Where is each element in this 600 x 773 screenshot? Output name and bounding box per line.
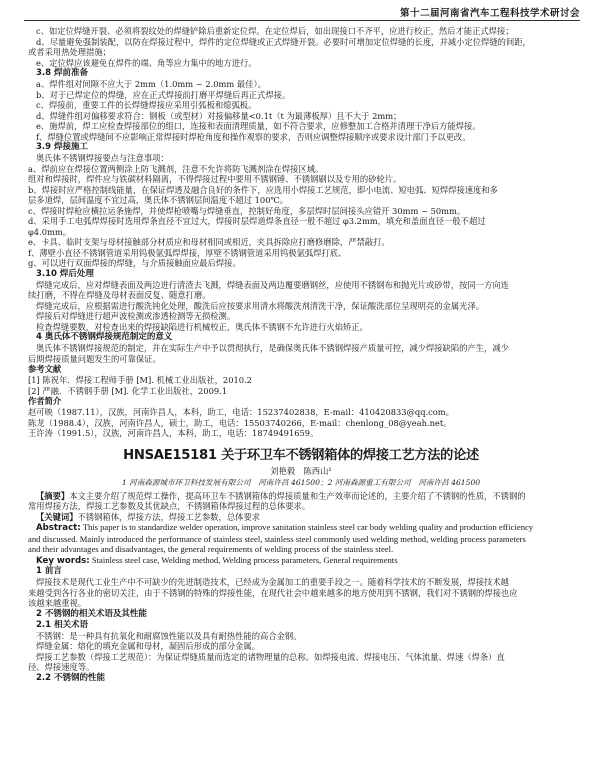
- section-heading: 3.9 焊接施工: [36, 142, 89, 152]
- text-line: f、薄壁小直径不锈钢管道采用钨极氩弧焊焊接，厚壁不锈钢管道采用钨极氩弧焊打底、: [28, 247, 347, 258]
- text-line: e、施焊前，焊工应检查焊接部位的组口，连接和表面清理质量，如不符合要求，应修整加工合格并清理干净后方能焊接。: [36, 121, 481, 131]
- text-line: 来越受到各行各业的密切关注，由于不锈钢的特殊的焊接性能，在现代社会中越来越多的地方使用到不锈钢，我们对不锈钢的焊接也应: [28, 587, 518, 598]
- text-line: 组对和焊接时，焊件应与铁碳材料隔离，不得焊接过程中要用不锈钢锤、不锈钢刷以及专用的砂轮片。: [28, 174, 402, 184]
- reference-item: [2] 严融．不锈钢手册 [M]. 化学工业出版社，2009.1: [28, 385, 228, 396]
- section-heading: 4 奥氏体不锈钢焊接规范制定的意义: [36, 332, 173, 342]
- reference-item: [1] 陈祝年．焊接工程师手册 [M]. 机械工业出版社，2010.2: [28, 375, 252, 385]
- running-header: [24, 6, 580, 21]
- author-bio-heading: 作者简介: [28, 396, 62, 406]
- abstract-line: 常用焊接方法，焊接工艺参数及其优缺点，不锈钢箱体焊接过程的总体要求。: [28, 501, 311, 511]
- text-line: c、焊接时焊枪应横拉运条施焊，并使焊枪喷嘴与焊缝垂直，控制好角度，多层焊时层间接头应错开 30mm ~ 50mm。: [28, 205, 466, 216]
- text-line: e、定位焊应该避免在焊件的端、角等应力集中的地方进行。: [36, 57, 257, 68]
- text-line: 奥氏体不锈钢焊接要点与注意事项：: [36, 153, 169, 163]
- section-heading: 3.8 焊前准备: [36, 68, 89, 78]
- text-line: 奥氏体不锈钢焊接规范的制定，并在实际生产中予以贯彻执行，是确保奥氏体不锈钢焊接产质量可控，减少焊接缺陷的产生，减少: [36, 343, 509, 353]
- abstract-en-line: and discussed. Mainly introduced the performance of stainless steel, stainless steel commonly used welding method, welding process parameters: [28, 533, 526, 544]
- text-line: 层多道焊，层间温度不宜过高，奥氏体不锈钢层间温度不超过 100℃。: [28, 195, 289, 205]
- abstract-en-line: [28, 522, 574, 534]
- text-line: 焊接技术是现代工业生产中不可缺少的先进制造技术，已经成为金属加工的重要手段之一。随着科学技术的不断发展，焊接技术越: [36, 577, 509, 587]
- text-line: 焊接后对焊缝进行超声波检测或渗透检测等无损检测。: [36, 311, 236, 321]
- text-line: d、焊缝件组对偏移要求符合：钢板（或型材）对接偏移量<0.1t（t 为最薄板厚）且不大于 2mm；: [36, 110, 402, 121]
- text-line: 焊缝完成后，应对焊缝表面及两边进行清渣去飞溅，焊缝表面及两边覆要磨钢丝，应使用不锈钢布和抛光片或砂带，按同一方向连: [36, 279, 509, 290]
- text-line: d、采用手工电弧焊焊接时选用焊条直径不宜过大，焊接时层焊道焊条直径一般不超过 φ3.2mm，填充和盖面直径一般不超过: [28, 216, 486, 226]
- text-line: φ4.0mm。: [28, 226, 72, 237]
- abstract-en-line: and their advantages and disadvantages, the general requirements of welding process of the stainless steel.: [28, 544, 394, 554]
- text-line: 续打磨，不得在焊缝及母材表面反复、随意打磨。: [28, 290, 211, 300]
- keywords-en-line: [28, 555, 574, 567]
- paper-authors: 刘艳毅 陈西山¹: [270, 465, 332, 476]
- text-line: a、焊件组对间隙不应大于 2mm（1.0mm ~ 2.0mm 最佳）。: [36, 79, 266, 89]
- paper-affiliations: 1 河南森源城市环卫科技发展有限公司 河南许昌 461500；2 河南森源重工有限公司 河南许昌 461500: [121, 477, 481, 487]
- keywords-line: [28, 512, 574, 523]
- keywords-en-label: Key words:: [36, 555, 90, 566]
- abstract-en-text: This paper is to standardize welder operation, improve sanitation stainless steel car body welding quality and production efficiency: [82, 522, 534, 532]
- abstract-line: [28, 491, 574, 502]
- text-line: 检查焊缝要数，对检查出来的焊接缺陷进行机械校正，奥氏体不锈钢不允许进行火焰矫正。: [36, 321, 368, 332]
- text-line: 该越来越重视。: [28, 598, 87, 608]
- text-line: e、卡具、临时支架与母材接触部分材质应和母材相同或相近，夹具拆除应打磨修磨除，严禁敲打。: [28, 237, 390, 247]
- text-line: 径、焊接速度等。: [28, 662, 95, 672]
- text-line: b、对于已焊定位的焊缝，应在正式焊接前打磨平焊缝后再正式焊接。: [36, 89, 291, 100]
- author-bio: 赵可映（1987.11），汉族，河南许昌人，本科，助工，电话：15237402838，E-mail：410420833@qq.com。: [28, 407, 454, 417]
- text-line: b、焊接时应严格控制线能量，在保证焊透及融合良好的条件下，应选用小焊接工艺规范，即小电流、短电弧、短焊焊接速度和多: [28, 184, 498, 195]
- subsection-heading: 2.1 相关术语: [36, 619, 89, 630]
- text-line: a、焊前应在焊接位置两侧涂上防飞溅剂，注意不允许将防飞溅剂涂在焊接区域。: [28, 163, 324, 174]
- text-line: 不锈钢：是一种具有抗氧化和耐腐蚀性能以及具有耐热性能的高合金钢。: [36, 630, 302, 641]
- keywords-en-text: Stainless steel case, Welding method, Welding process parameters, General requirements: [91, 554, 398, 565]
- keywords-text: 不锈钢箱体，焊接方法，焊接工艺参数，总体要求: [77, 511, 261, 522]
- paper-title: HNSAE15181 关于环卫车不锈钢箱体的焊接工艺方法的论述: [123, 447, 479, 463]
- text-line: c、如定位焊缝开裂、必须将裂纹处的焊缝铲除后重新定位焊。在定位焊后，如出现接口不齐平，应进行校正，然后才能正式焊接；: [36, 26, 514, 36]
- text-line: d、尽量避免强制装配，以防在焊接过程中，焊件的定位焊缝或正式焊缝开裂。必要时可增加定位焊缝的长度，并减小定位焊缝的间距，: [36, 36, 531, 47]
- page-body: [28, 26, 574, 684]
- text-line: 焊缝完成后，应根据需进行酸洗钝化处理，酸洗后应按要求用清水将酸洗剂清洗干净，保证酸洗部位呈现明亮的金属光泽。: [36, 300, 485, 311]
- abstract-en-label: Abstract:: [36, 523, 81, 533]
- text-line: 后期焊接质量问题发生的可靠保证。: [28, 353, 161, 364]
- abstract-label: 【摘要】: [36, 490, 70, 501]
- references-heading: 参考文献: [28, 364, 62, 374]
- abstract-text: 本文主要介绍了规范焊工操作，提高环卫车不锈钢箱体的焊接质量和生产效率而论述的，主要介绍了不锈钢的性质，不锈钢的: [69, 490, 526, 501]
- section-heading: 1 前言: [36, 566, 62, 576]
- author-bio: 王许涛（1991.5），汉族，河南许昌人，本科，助工，电话：18749491659。: [28, 428, 319, 438]
- text-line: 或者采用热处理措施；: [28, 47, 111, 57]
- keywords-label: 【关键词】: [36, 511, 78, 522]
- text-line: c、焊接前，重要工件的长焊缝焊接应采用引弧板和熄弧板。: [36, 100, 257, 110]
- text-line: f、焊缝位置或焊缝间不应影响正常焊接时焊枪角度和操作观察的要求，否则应调整焊接顺序或要求设计部门予以更改。: [36, 131, 471, 142]
- author-bio: 陈龙（1988.4），汉族，河南许昌人，硕士，助工，电话：15503740266，E-mail：chenlong_08@yeah.net。: [28, 417, 452, 428]
- text-line: 焊接工艺参数（焊接工艺规范）：为保证焊缝质量而选定的诸物理量的总称。如焊接电流、焊接电压、气体流量、焊速（焊条）直: [36, 651, 505, 662]
- conference-title: 第十二届河南省汽车工程科技学术研讨会: [399, 8, 580, 19]
- subsection-heading: 2.2 不锈钢的性能: [36, 672, 106, 683]
- section-heading: 3.10 焊后处理: [36, 268, 94, 279]
- text-line: g、可以进行双面焊接的焊缝，与介质接触面应最后焊接。: [28, 258, 241, 268]
- text-line: 焊缝金属：熔化的填充金属和母材，凝固后形成的部分金属。: [36, 641, 261, 651]
- section-heading: 2 不锈钢的相关术语及其性能: [36, 608, 147, 619]
